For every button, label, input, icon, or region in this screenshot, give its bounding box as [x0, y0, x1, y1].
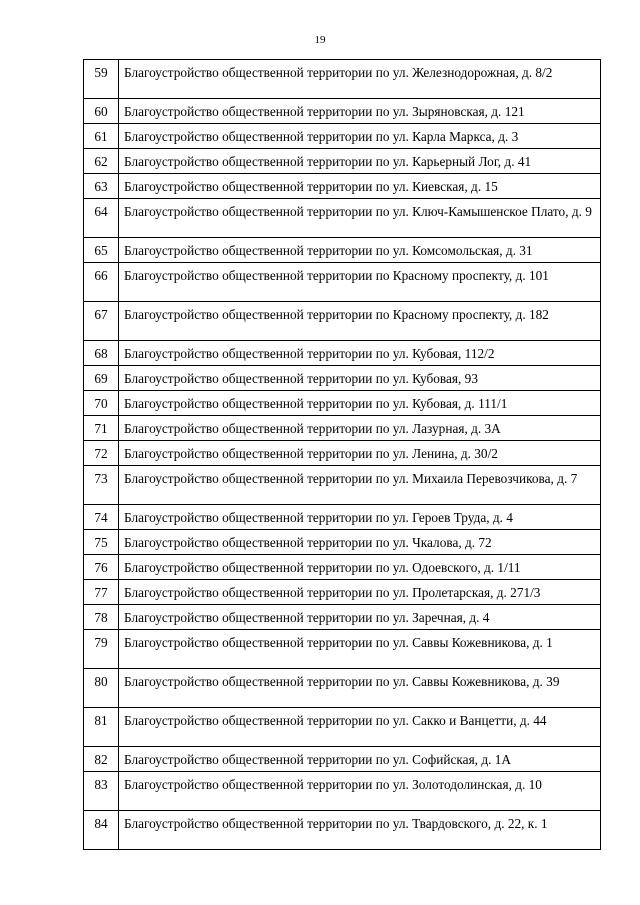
row-description: Благоустройство общественной территории по ул. Героев Труда, д. 4	[119, 505, 601, 530]
row-description: Благоустройство общественной территории по ул. Кубовая, 112/2	[119, 341, 601, 366]
row-description: Благоустройство общественной территории по ул. Комсомольская, д. 31	[119, 238, 601, 263]
row-description: Благоустройство общественной территории по ул. Кубовая, д. 111/1	[119, 391, 601, 416]
row-description: Благоустройство общественной территории по ул. Одоевского, д. 1/11	[119, 555, 601, 580]
row-description: Благоустройство общественной территории по ул. Зыряновская, д. 121	[119, 99, 601, 124]
table-row	[84, 302, 601, 341]
row-number: 67	[84, 302, 119, 341]
row-number: 78	[84, 605, 119, 630]
row-number: 62	[84, 149, 119, 174]
row-description: Благоустройство общественной территории по ул. Сакко и Ванцетти, д. 44	[119, 708, 601, 747]
row-description: Благоустройство общественной территории по ул. Киевская, д. 15	[119, 174, 601, 199]
table-row	[84, 60, 601, 99]
row-description: Благоустройство общественной территории по ул. Ленина, д. 30/2	[119, 441, 601, 466]
row-description: Благоустройство общественной территории по ул. Кубовая, 93	[119, 366, 601, 391]
table-row	[84, 530, 601, 555]
table-row	[84, 391, 601, 416]
row-number: 66	[84, 263, 119, 302]
row-description: Благоустройство общественной территории по ул. Ключ-Камышенское Плато, д. 9	[119, 199, 601, 238]
row-number: 70	[84, 391, 119, 416]
row-number: 64	[84, 199, 119, 238]
row-number: 77	[84, 580, 119, 605]
row-description: Благоустройство общественной территории по ул. Железнодорожная, д. 8/2	[119, 60, 601, 99]
table-row	[84, 149, 601, 174]
table-row	[84, 199, 601, 238]
row-number: 63	[84, 174, 119, 199]
table-row	[84, 441, 601, 466]
row-number: 60	[84, 99, 119, 124]
table-row	[84, 505, 601, 530]
table-row	[84, 772, 601, 811]
table-row	[84, 341, 601, 366]
row-number: 74	[84, 505, 119, 530]
row-description: Благоустройство общественной территории по ул. Карла Маркса, д. 3	[119, 124, 601, 149]
table-row	[84, 263, 601, 302]
row-description: Благоустройство общественной территории по ул. Саввы Кожевникова, д. 1	[119, 630, 601, 669]
row-number: 73	[84, 466, 119, 505]
row-description: Благоустройство общественной территории по ул. Лазурная, д. 3А	[119, 416, 601, 441]
row-number: 84	[84, 811, 119, 850]
row-description: Благоустройство общественной территории по ул. Золотодолинская, д. 10	[119, 772, 601, 811]
table-row	[84, 238, 601, 263]
row-number: 82	[84, 747, 119, 772]
row-description: Благоустройство общественной территории по ул. Михаила Перевозчикова, д. 7	[119, 466, 601, 505]
row-number: 71	[84, 416, 119, 441]
row-description: Благоустройство общественной территории по Красному проспекту, д. 182	[119, 302, 601, 341]
row-number: 81	[84, 708, 119, 747]
table-row	[84, 811, 601, 850]
table-row	[84, 669, 601, 708]
row-number: 80	[84, 669, 119, 708]
row-number: 65	[84, 238, 119, 263]
table-row	[84, 747, 601, 772]
table-row	[84, 555, 601, 580]
row-number: 69	[84, 366, 119, 391]
table-row	[84, 580, 601, 605]
table-row	[84, 174, 601, 199]
table-row	[84, 416, 601, 441]
row-number: 76	[84, 555, 119, 580]
row-description: Благоустройство общественной территории по ул. Пролетарская, д. 271/3	[119, 580, 601, 605]
row-number: 83	[84, 772, 119, 811]
table-row	[84, 605, 601, 630]
table-row	[84, 630, 601, 669]
row-description: Благоустройство общественной территории по ул. Чкалова, д. 72	[119, 530, 601, 555]
territory-table	[83, 59, 601, 850]
row-number: 59	[84, 60, 119, 99]
table-row	[84, 99, 601, 124]
row-description: Благоустройство общественной территории по Красному проспекту, д. 101	[119, 263, 601, 302]
page-number: 19	[314, 34, 326, 46]
row-number: 72	[84, 441, 119, 466]
row-number: 79	[84, 630, 119, 669]
row-number: 75	[84, 530, 119, 555]
row-description: Благоустройство общественной территории по ул. Твардовского, д. 22, к. 1	[119, 811, 601, 850]
row-description: Благоустройство общественной территории по ул. Карьерный Лог, д. 41	[119, 149, 601, 174]
row-number: 68	[84, 341, 119, 366]
row-description: Благоустройство общественной территории по ул. Саввы Кожевникова, д. 39	[119, 669, 601, 708]
row-number: 61	[84, 124, 119, 149]
table-row	[84, 124, 601, 149]
table-row	[84, 366, 601, 391]
table-row	[84, 708, 601, 747]
table-row	[84, 466, 601, 505]
row-description: Благоустройство общественной территории по ул. Заречная, д. 4	[119, 605, 601, 630]
row-description: Благоустройство общественной территории по ул. Софийская, д. 1А	[119, 747, 601, 772]
